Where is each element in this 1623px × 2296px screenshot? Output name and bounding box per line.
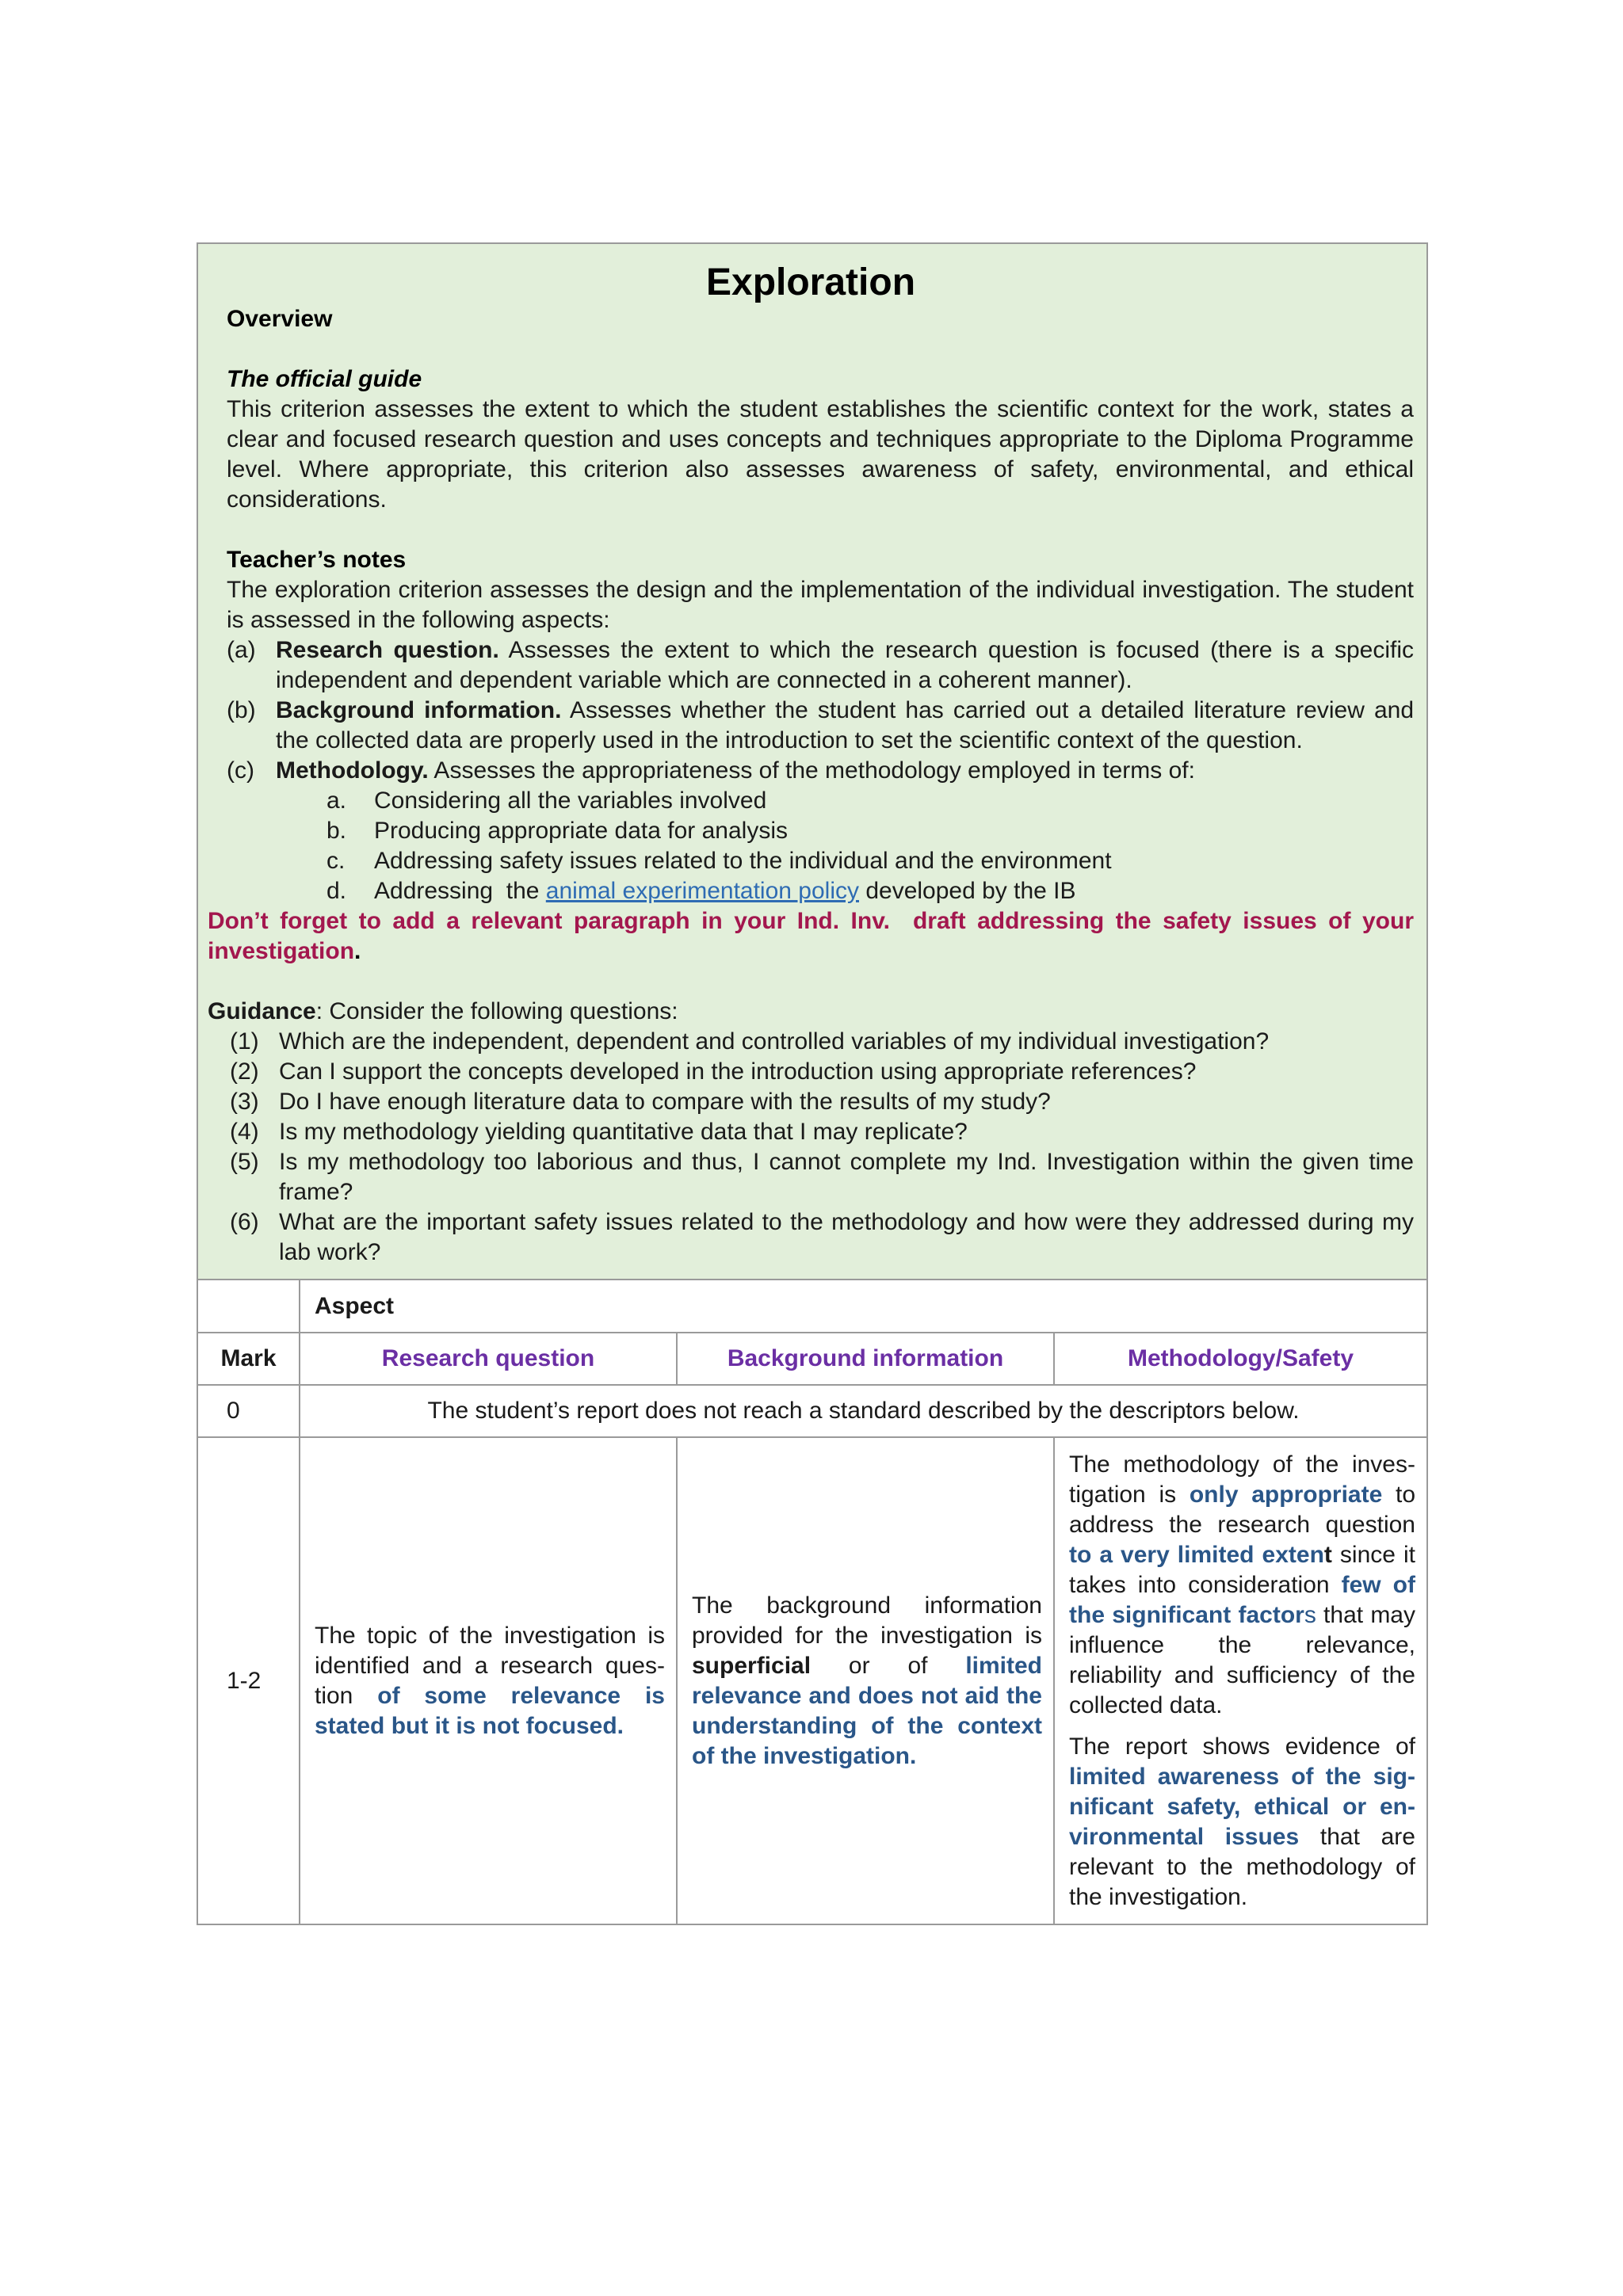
page-title: Exploration	[705, 261, 916, 303]
methodology-item-label: c.	[327, 848, 346, 874]
aspect-text: Assesses the appropriateness of the methodology employed in terms of:	[428, 757, 1195, 784]
question-text: Is my methodology too laborious and thus, I cannot complete my Ind. Investigation within the given time frame?	[279, 1149, 1414, 1205]
meth-text: The methodology of the investigation is	[1069, 1451, 1415, 1508]
mark-zero-descriptor: The student’s report does not reach a standard described by the descriptors below.	[300, 1385, 1426, 1437]
mark-header: Mark	[198, 1333, 300, 1385]
guidance-question	[208, 1207, 1414, 1268]
question-number: (6)	[230, 1209, 259, 1235]
exploration-document	[197, 242, 1428, 1925]
guidance-question	[208, 1027, 1414, 1057]
question-number: (2)	[230, 1058, 259, 1085]
methodology-item-label: a.	[327, 788, 347, 814]
question-number: (3)	[230, 1089, 259, 1115]
methodology-item-label: d.	[327, 878, 347, 904]
methodology-sublist	[208, 786, 1414, 906]
aspect-header-row	[198, 1280, 1426, 1333]
bg-emphasis: limited relevance and does not aid the understanding of the context of the investigation.	[692, 1652, 1042, 1769]
question-text: Do I have enough literature data to compare with the results of my study?	[279, 1089, 1051, 1115]
background-descriptor	[677, 1437, 1054, 1924]
guidance-question	[208, 1117, 1414, 1147]
aspect-item	[227, 635, 1414, 696]
rq-text: The topic of the investigation is identified and a research question	[315, 1622, 665, 1709]
column-header-row	[198, 1333, 1426, 1385]
mark-band: 1-2	[198, 1437, 300, 1924]
question-number: (5)	[230, 1149, 259, 1175]
aspect-item	[227, 756, 1414, 786]
meth-emphasis-3-end: s	[1304, 1601, 1316, 1628]
teacher-notes-heading: Teacher’s notes	[227, 547, 407, 573]
question-number: (4)	[230, 1119, 259, 1145]
overview-heading: Overview	[227, 306, 333, 332]
bg-text-2: or of	[811, 1652, 966, 1679]
meth-text-3: since it takes into consideration	[1069, 1541, 1415, 1598]
question-text: Is my methodology yielding quantitative data that I may replicate?	[279, 1119, 968, 1145]
empty-header-cell	[198, 1280, 300, 1333]
assessment-rubric-table	[198, 1280, 1426, 1924]
question-text: Which are the independent, dependent and controlled variables of my individual investigation?	[279, 1028, 1270, 1055]
aspect-text: Assesses the extent to which the research question is focused (there is a specific independent and dependent variable which are connected in a coherent manner).	[276, 637, 1414, 693]
methodology-item	[208, 876, 1414, 906]
safety-reminder	[208, 906, 1421, 967]
meth-emphasis-1: only appropriate	[1189, 1481, 1383, 1508]
methodology-item	[208, 846, 1414, 876]
guidance-label: Guidance	[208, 998, 316, 1024]
bg-superficial: superficial	[692, 1652, 812, 1679]
guidance-question	[208, 1147, 1414, 1207]
question-text: Can I support the concepts developed in the introduction using appropriate references?	[279, 1058, 1197, 1085]
methodology-item-text: Producing appropriate data for analysis	[374, 818, 788, 844]
mark-zero-row	[198, 1385, 1426, 1437]
official-guide-text: This criterion assesses the extent to which the student establishes the scientific context for the work, states a clear and focused research question and uses concepts and techniques appropriate to the Diploma Programme level. Where appropriate, this criterion also assesses awareness of safety, environmental, and ethical considerations.	[227, 396, 1414, 513]
mark-zero: 0	[198, 1385, 300, 1437]
criterion-overview-panel	[198, 244, 1426, 1280]
meth-emphasis-2-end: t	[1323, 1541, 1332, 1568]
aspect-item	[227, 696, 1414, 756]
official-guide-heading: The official guide	[227, 366, 422, 392]
safety-reminder-period: .	[354, 938, 361, 964]
guidance-questions	[208, 1027, 1414, 1268]
aspect-list	[208, 635, 1414, 786]
methodology-item	[208, 786, 1414, 816]
meth-text-4: that may influence the relevance, reliability and sufficiency of the collected data.	[1069, 1601, 1415, 1718]
animal-policy-link[interactable]: animal experimentation policy	[545, 878, 859, 904]
aspect-label: (a)	[227, 637, 256, 663]
aspect-label: (c)	[227, 757, 254, 784]
background-information-header: Background information	[677, 1333, 1054, 1385]
methodology-safety-descriptor	[1054, 1437, 1426, 1924]
methodology-item-text: Addressing safety issues related to the individual and the environment	[374, 848, 1112, 874]
guidance-question	[208, 1057, 1414, 1087]
research-question-descriptor	[300, 1437, 677, 1924]
methodology-descriptor	[1069, 1450, 1415, 1721]
question-text: What are the important safety issues related to the methodology and how were they addressed during my lab work?	[279, 1209, 1414, 1265]
safety-reminder-text: Don’t forget to add a relevant paragraph in your Ind. Inv. draft addressing the safety issues of your investigation	[208, 908, 1421, 964]
aspect-text: Assesses whether the student has carried out a detailed literature review and the collected data are properly used in the introduction to set the scientific context of the question.	[276, 697, 1414, 753]
question-number: (1)	[230, 1028, 259, 1055]
methodology-item-label: b.	[327, 818, 347, 844]
methodology-item-text-end: developed by the IB	[859, 878, 1076, 904]
aspect-title: Background information.	[276, 697, 562, 723]
safety-text: The report shows evidence of	[1069, 1733, 1415, 1760]
rq-emphasis: of some relevance is stated but it is not focused.	[315, 1682, 665, 1739]
safety-emphasis: limited awareness of the significant safety, ethical or environmental issues	[1069, 1763, 1415, 1850]
meth-text-2: to address the research question	[1069, 1481, 1415, 1538]
bg-text: The background information provided for the investigation is	[692, 1592, 1042, 1649]
methodology-safety-header: Methodology/Safety	[1054, 1333, 1426, 1385]
aspect-label: (b)	[227, 697, 256, 723]
safety-text-2: that are relevant to the methodology of the investigation.	[1069, 1823, 1415, 1910]
aspect-header: Aspect	[300, 1280, 1426, 1333]
guidance-question	[208, 1087, 1414, 1117]
aspect-title: Research question.	[276, 637, 499, 663]
safety-descriptor	[1069, 1732, 1415, 1913]
guidance-intro	[208, 997, 1414, 1027]
meth-emphasis-3: few of the significant factor	[1069, 1571, 1415, 1628]
methodology-item-text: Addressing the	[374, 878, 546, 904]
aspect-title: Methodology.	[276, 757, 429, 784]
teacher-notes-intro: The exploration criterion assesses the design and the implementation of the individual investigation. The student is assessed in the following aspects:	[227, 577, 1414, 633]
meth-emphasis-2: to a very limited exten	[1069, 1541, 1324, 1568]
mark-band-row	[198, 1437, 1426, 1924]
guidance-intro-text: : Consider the following questions:	[315, 998, 678, 1024]
research-question-header: Research question	[300, 1333, 677, 1385]
methodology-item-text: Considering all the variables involved	[374, 788, 767, 814]
methodology-item	[208, 816, 1414, 846]
